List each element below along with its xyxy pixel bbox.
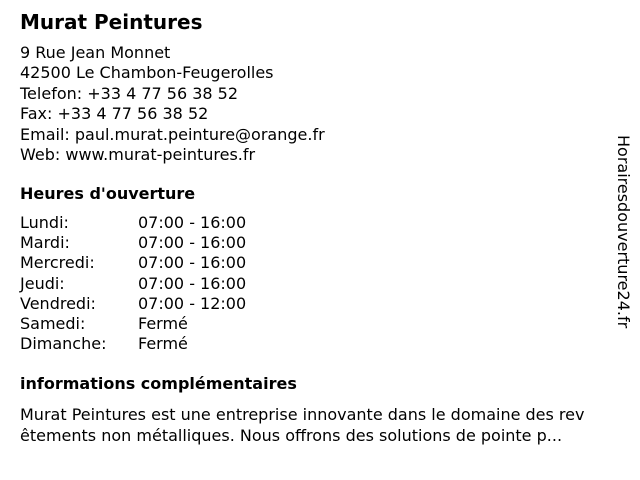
hours-value: 07:00 - 16:00 [138,273,247,293]
phone-number: Telefon: +33 4 77 56 38 52 [20,83,239,103]
info-text-line: Murat Peintures est une entreprise innovante dans le domaine des rev [20,405,585,424]
day-label: Vendredi: [20,293,96,313]
website-url: Web: www.murat-peintures.fr [20,145,256,165]
source-watermark: Horairesdouverture24.fr [614,135,633,329]
hours-row-friday [20,294,246,314]
hours-row-sunday [20,334,246,354]
additional-info-heading: informations complémentaires [20,374,297,393]
address-city: 42500 Le Chambon-Feugerolles [20,63,274,83]
day-label: Dimanche: [20,334,107,354]
info-text-line: êtements non métalliques. Nous offrons des solutions de pointe p... [20,426,563,445]
hours-value: Fermé [138,314,188,334]
hours-row-wednesday [20,253,246,273]
hours-value: 07:00 - 16:00 [138,213,247,232]
hours-row-tuesday [20,233,246,253]
hours-row-saturday [20,314,246,334]
opening-hours-table [20,213,246,354]
address-street: 9 Rue Jean Monnet [20,43,171,62]
day-label: Lundi: [20,213,69,232]
hours-value: 07:00 - 16:00 [138,233,247,253]
day-label: Mercredi: [20,253,95,273]
hours-row-monday [20,213,246,233]
day-label: Mardi: [20,233,70,253]
additional-info-text [20,404,632,446]
fax-number: Fax: +33 4 77 56 38 52 [20,104,209,124]
hours-value: Fermé [138,334,188,354]
hours-row-thursday [20,274,246,294]
contact-block [20,43,325,165]
business-name: Murat Peintures [20,10,203,34]
hours-value: 07:00 - 12:00 [138,293,247,313]
opening-hours-heading: Heures d'ouverture [20,184,196,203]
day-label: Jeudi: [20,273,65,293]
day-label: Samedi: [20,314,86,334]
hours-value: 07:00 - 16:00 [138,253,247,273]
email-address: Email: paul.murat.peinture@orange.fr [20,124,325,144]
